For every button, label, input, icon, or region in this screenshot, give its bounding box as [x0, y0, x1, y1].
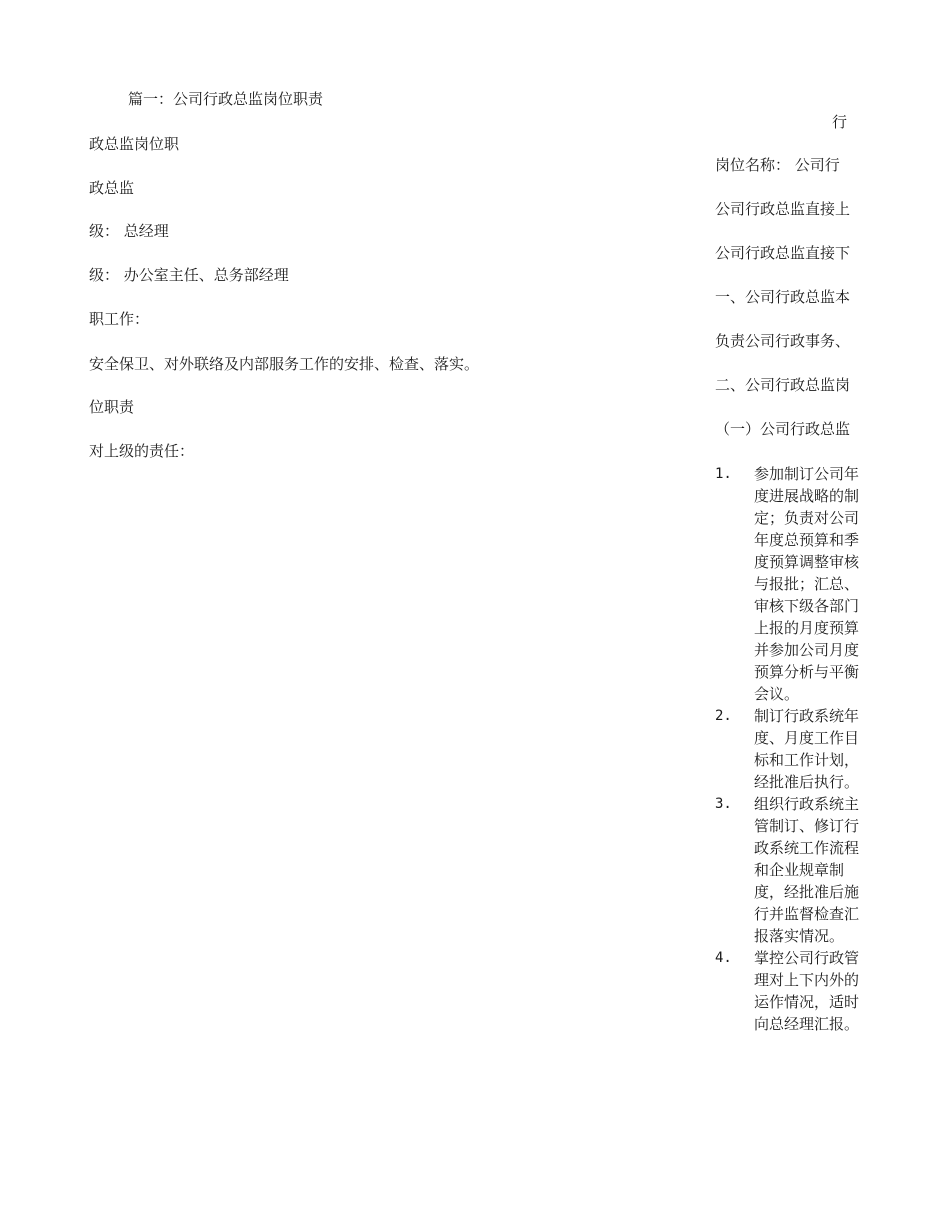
list-item-number: 3.	[715, 796, 732, 812]
list-item-number: 4.	[715, 950, 732, 966]
list-item-text: 掌控公司行政管理对上下内外的运作情况，适时向总经理汇报。	[754, 949, 860, 1033]
left-line-2: 政总监	[89, 179, 135, 197]
responsibility-list	[715, 463, 865, 1035]
right-line-2: 公司行政总监直接上	[715, 200, 851, 218]
left-line-5: 职工作：	[89, 310, 150, 328]
list-item	[715, 705, 865, 793]
right-line-3: 公司行政总监直接下	[715, 244, 851, 262]
left-line-8: 对上级的责任：	[89, 442, 195, 460]
list-item	[715, 947, 865, 1035]
list-item-text: 制订行政系统年度、月度工作目标和工作计划，经批准后执行。	[754, 707, 860, 791]
right-line-6: 二、公司行政总监岗	[715, 376, 851, 394]
list-item-number: 1.	[715, 466, 732, 482]
right-line-1: 岗位名称： 公司行	[715, 156, 840, 174]
left-line-7: 位职责	[89, 398, 135, 416]
list-item	[715, 793, 865, 947]
left-line-4: 级： 办公室主任、总务部经理	[89, 266, 289, 284]
right-line-5: 负责公司行政事务、	[715, 332, 851, 350]
right-line-7: （一）公司行政总监	[715, 420, 851, 438]
page-title: 篇一：公司行政总监岗位职责	[128, 90, 324, 108]
list-item-text: 组织行政系统主管制订、修订行政系统工作流程和企业规章制度，经批准后施行并监督检查汇报落实情况。	[754, 795, 860, 945]
list-item-text: 参加制订公司年度进展战略的制定；负责对公司年度总预算和季度预算调整审核与报批；汇总、审核下级各部门上报的月度预算并参加公司月度预算分析与平衡会议。	[754, 465, 860, 703]
right-line-4: 一、公司行政总监本	[715, 288, 851, 306]
right-top-char: 行	[832, 113, 848, 131]
left-line-6: 安全保卫、对外联络及内部服务工作的安排、检查、落实。	[89, 355, 480, 373]
list-item	[715, 463, 865, 705]
left-line-1: 政总监岗位职	[89, 135, 180, 153]
left-line-3: 级： 总经理	[89, 222, 169, 240]
list-item-number: 2.	[715, 708, 732, 724]
